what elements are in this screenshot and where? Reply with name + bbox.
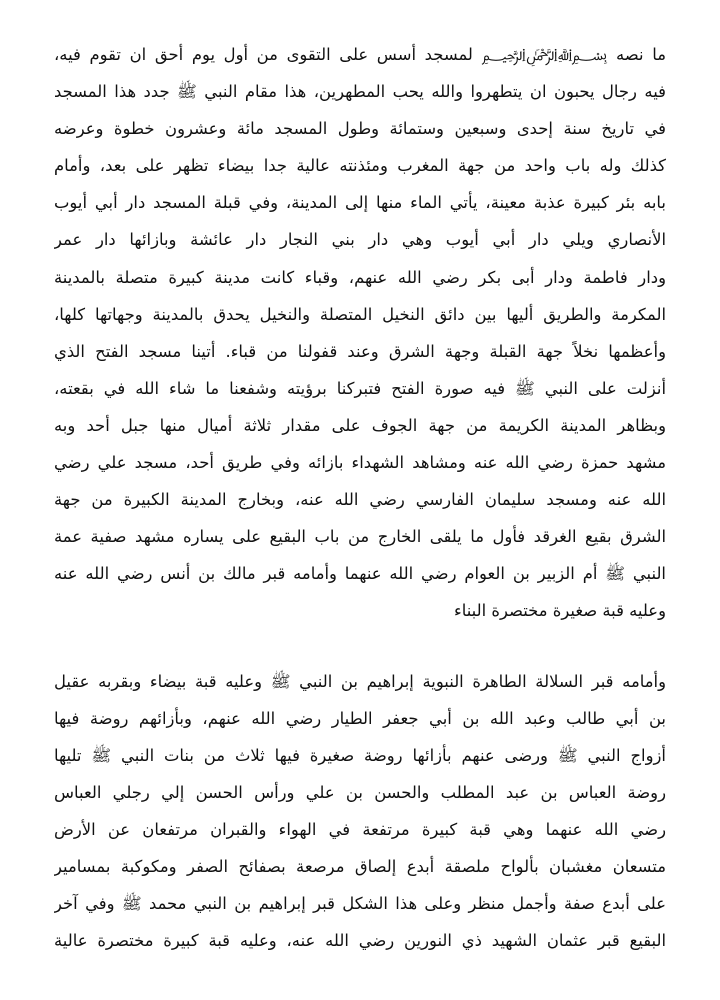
paragraph-1 [54, 36, 666, 630]
text-line: بن أبي طالب وعبد الله بن أبي جعفر الطيار رضي الله عنهم، وبأزائهم روضة فيها [54, 708, 666, 728]
paragraph-2 [54, 663, 666, 960]
text-line: متسعان مغشبان بألواح ملصقة أبدع إلصاق مرصعة بصفائح الصفر ومكوكبة بمسامير [54, 856, 666, 876]
text-line: بابه بئر كبيرة عذبة معينة، يأتي الماء منها إلى المدينة، وفي قبلة المسجد دار أبي أيوب [54, 193, 666, 213]
text-line: مشهد حمزة رضي الله عنه ومشاهد الشهداء بازائه وفي طريق أحد، مسجد علي رضي [54, 453, 666, 473]
text-line: وأمامه قبر السلالة الطاهرة النبوية إبراهيم بن النبي ﷺ وعليه قبة بيضاء وبقربه عقيل [54, 671, 666, 691]
text-line: الأنصاري ويلي دار أبي أيوب وهي دار بني النجار دار عائشة وبازائها دار عمر [54, 230, 666, 250]
text-line: الشرق بقيع الغرقد فأول ما يلقى الخارج من باب البقيع على يساره مشهد صفية عمة [54, 527, 666, 547]
document-page [54, 36, 666, 959]
text-line: في تاريخ سنة إحدى وسبعين وستمائة وطول المسجد مائة وعشرون خطوة وعرضه [54, 119, 666, 139]
text-line: على أبدع صفة وأجمل منظر وعلى هذا الشكل قبر إبراهيم بن النبي محمد ﷺ وفي آخر [54, 894, 666, 914]
text-line: كذلك وله باب واحد من جهة المغرب ومئذنته عالية جدا بيضاء تظهر على بعد، وأمام [54, 156, 666, 176]
text-line: النبي ﷺ أم الزبير بن العوام رضي الله عنهما وأمامه قبر مالك بن أنس رضي الله عنه [54, 564, 666, 584]
text-line: أنزلت على النبي ﷺ فيه صورة الفتح فتبركنا برؤيته وشفعنا ما شاء الله في بقعته، [54, 378, 666, 398]
text-line: ما نصه ﷽ لمسجد أسس على التقوى من أول يوم أحق ان تقوم فيه، [54, 45, 666, 64]
text-line-last: وعليه قبة صغيرة مختصرة البناء [454, 601, 666, 621]
text-line: البقيع قبر عثمان الشهيد ذي النورين رضي الله عنه، وعليه قبة كبيرة مختصرة عالية [54, 931, 666, 951]
paragraph-gap [54, 630, 666, 663]
text-line: فيه رجال يحبون ان يتطهروا والله يحب المطهرين، هذا مقام النبي ﷺ جدد هذا المسجد [54, 82, 666, 102]
text-line: المكرمة والطريق أليها بين دائق النخيل المتصلة والنخيل يحدق بالمدينة وجهاتها كلها، [54, 304, 666, 324]
text-line: روضة العباس بن عبد المطلب والحسن بن علي ورأس الحسن إلي رجلي العباس [54, 782, 666, 802]
text-line: وأعظمها نخلاً جهة القبلة وجهة الشرق وعند قفولنا من قباء. أتينا مسجد الفتح الذي [54, 341, 666, 361]
text-line: وبظاهر المدينة الكريمة من جهة الجوف على مقدار ثلاثة أميال منها جبل أحد وبه [54, 415, 666, 435]
text-line: ودار فاطمة ودار أبى بكر رضي الله عنهم، وقباء كانت مدينة كبيرة متصلة بالمدينة [54, 267, 666, 287]
text-line: أزواج النبي ﷺ ورضى عنهم بأزائها روضة صغيرة فيها ثلاث من بنات النبي ﷺ تليها [54, 745, 666, 765]
text-line: رضي الله عنهما وهي قبة كبيرة مرتفعة في الهواء والقبران مرتفعان عن الأرض [54, 819, 666, 839]
text-line: الله عنه ومسجد سليمان الفارسي رضي الله عنه، وبخارج المدينة الكبيرة من جهة [54, 490, 666, 510]
